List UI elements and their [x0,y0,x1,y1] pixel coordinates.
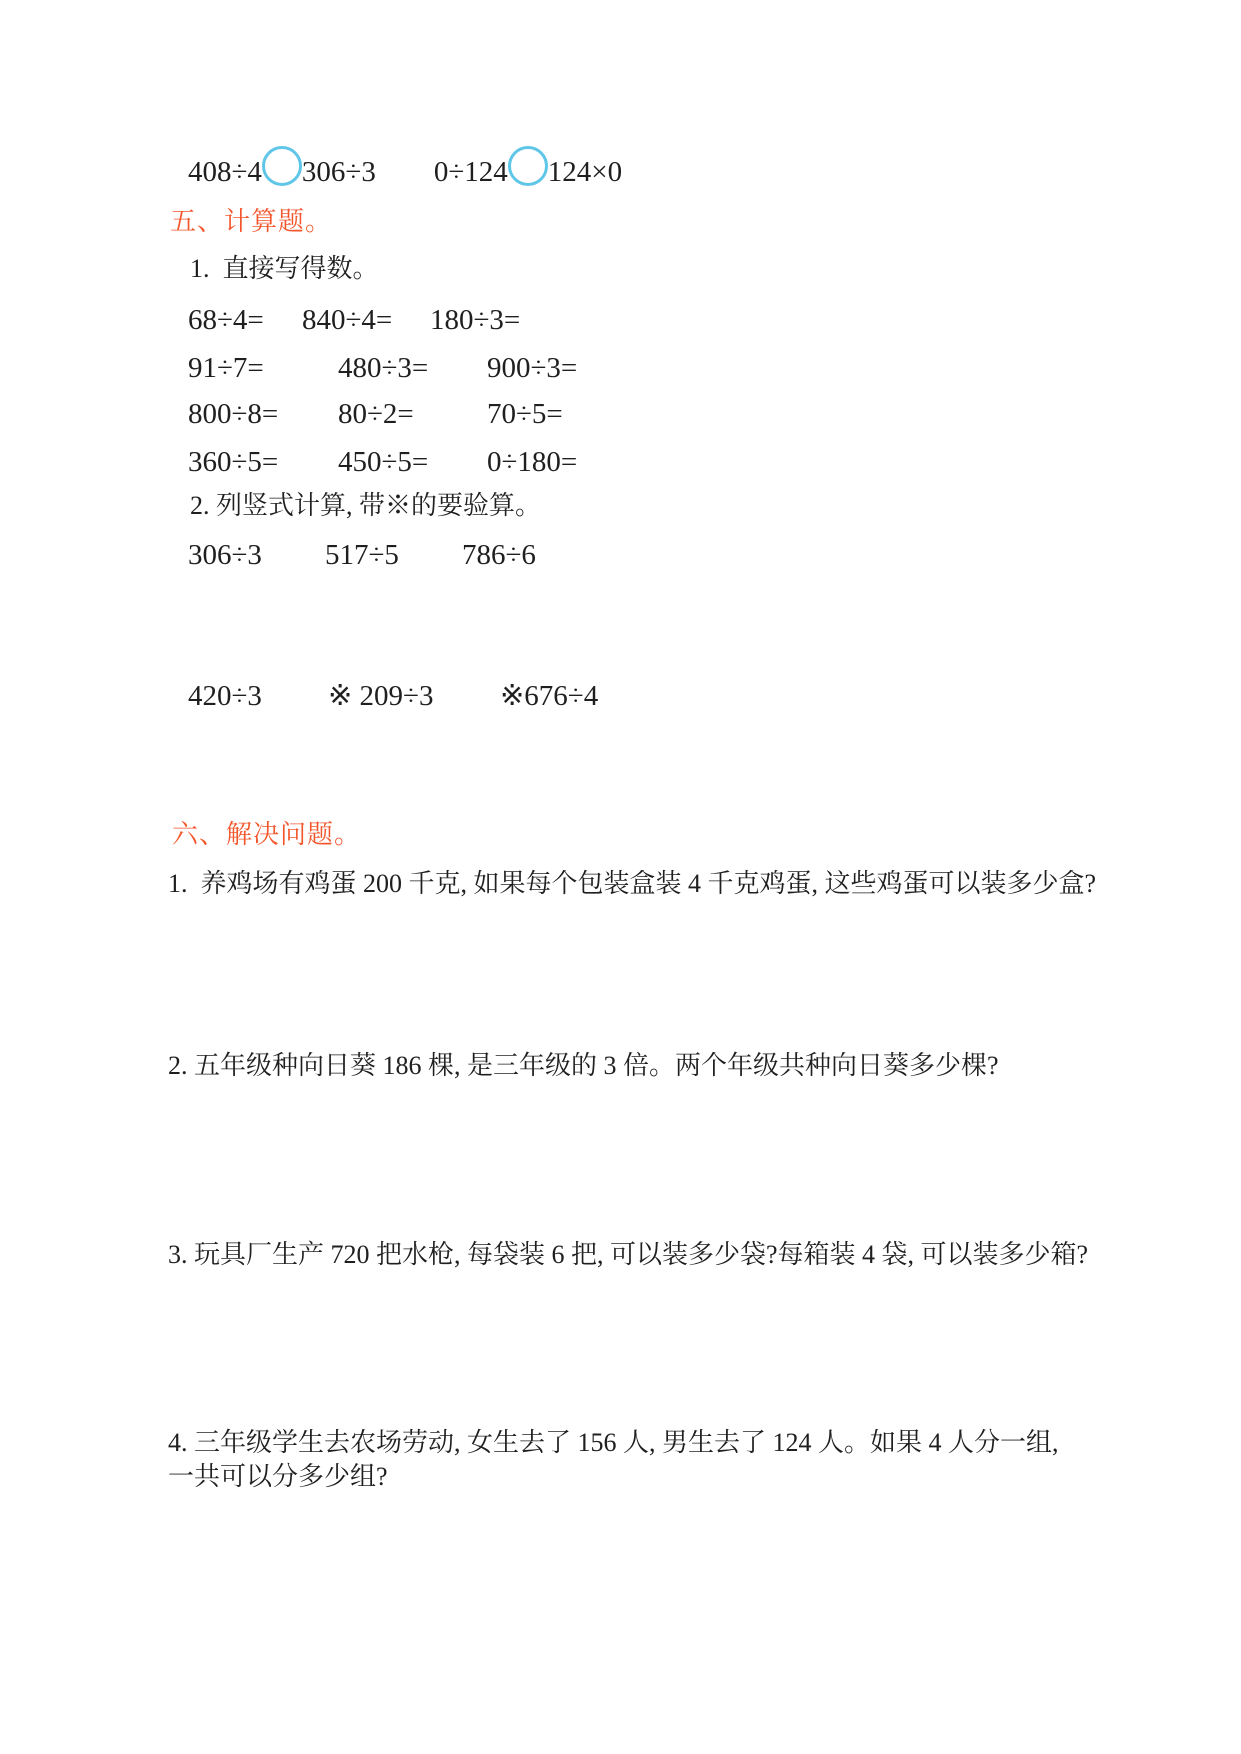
mental-math-cell: 800÷8= [188,398,279,430]
mental-math-cell: 840÷4= [302,304,393,336]
section5-item2-label: 2. 列竖式计算, 带※的要验算。 [190,491,542,520]
vertical-calc-cell: 420÷3 [188,680,262,712]
comparison-left-expression: 0÷124 [433,155,508,188]
word-problem-2: 2. 五年级种向日葵 186 棵, 是三年级的 3 倍。两个年级共种向日葵多少棵? [168,1051,999,1080]
vertical-calc-cell: 517÷5 [325,539,399,571]
mental-math-cell: 91÷7= [188,352,264,384]
vertical-calc-cell: 786÷6 [462,539,536,571]
vertical-calc-cell: ※676÷4 [500,680,599,712]
comparison-row [188,152,622,192]
comparison-left-expression: 408÷4 [188,155,262,188]
section5-title: 五、计算题。 [170,207,333,236]
mental-math-cell: 480÷3= [338,352,429,384]
mental-math-cell: 70÷5= [487,398,563,430]
section6-title: 六、解决问题。 [172,820,362,849]
word-problem-4: 4. 三年级学生去农场劳动, 女生去了 156 人, 男生去了 124 人。如果 4 人分一组, 一共可以分多少组? [168,1428,1066,1491]
comparison-right-expression: 306÷3 [301,155,376,188]
mental-math-cell: 68÷4= [188,304,264,336]
answer-circle-icon [262,146,302,186]
mental-math-cell: 0÷180= [487,446,578,478]
mental-math-cell: 450÷5= [338,446,429,478]
vertical-calc-cell: ※ 209÷3 [328,680,434,712]
vertical-calc-cell: 306÷3 [188,539,262,571]
mental-math-cell: 180÷3= [430,304,521,336]
word-problem-1: 1. 养鸡场有鸡蛋 200 千克, 如果每个包装盒装 4 千克鸡蛋, 这些鸡蛋可以装多少盒? [168,869,1097,898]
word-problem-3: 3. 玩具厂生产 720 把水枪, 每袋装 6 把, 可以装多少袋?每箱装 4 袋, 可以装多少箱? [168,1240,1089,1269]
answer-circle-icon [508,146,548,186]
section5-item1-label: 1. 直接写得数。 [190,254,379,283]
comparison-right-expression: 124×0 [547,155,623,188]
mental-math-cell: 900÷3= [487,352,578,384]
mental-math-cell: 360÷5= [188,446,279,478]
mental-math-cell: 80÷2= [338,398,414,430]
